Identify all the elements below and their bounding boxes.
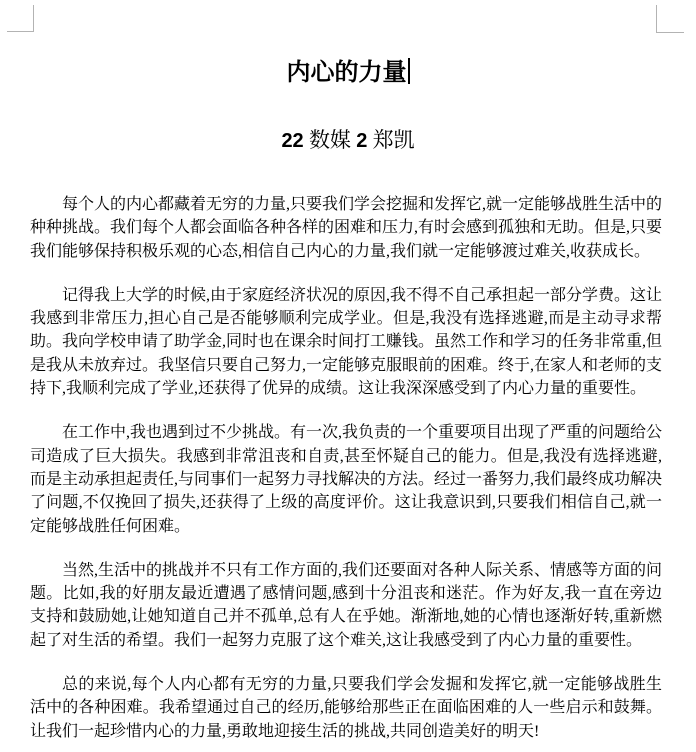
author-line-segment: 2 [356, 130, 368, 152]
document-body[interactable] [0, 193, 696, 743]
page-margin-mark-top-right [656, 5, 684, 33]
author-line[interactable] [0, 128, 696, 154]
document-title[interactable] [0, 58, 696, 87]
paragraph[interactable]: 总的来说,每个人内心都有无穷的力量,只要我们学会发掘和发挥它,就一定能够战胜生活中的各种困难。我希望通过自己的经历,能够给那些正在面临困难的人一些启示和鼓舞。让我们一起珍惜内心的力量,勇敢地迎接生活的挑战,共同创造美好的明天! [30, 676, 662, 740]
paragraph[interactable]: 当然,生活中的挑战并不只有工作方面的,我们还要面对各种人际关系、情感等方面的问题。比如,我的好朋友最近遭遇了感情问题,感到十分沮丧和迷茫。作为好友,我一直在旁边支持和鼓励她,让她知道自己并不孤单,总有人在乎她。渐渐地,她的心情也逐渐好转,重新燃起了对生活的希望。我们一起努力克服了这个难关,这让我感受到了内心力量的重要性。 [30, 561, 663, 649]
author-line-segment: 数媒 [303, 128, 357, 152]
paragraph[interactable]: 每个人的内心都藏着无穷的力量,只要我们学会挖掘和发挥它,就一定能够战胜生活中的种种挑战。我们每个人都会面临各种各样的困难和压力,有时会感到孤独和无助。但是,只要我们能够保持积极乐观的心态,相信自己内心的力量,我们就一定能够渡过难关,收获成长。 [30, 196, 663, 260]
paragraph[interactable]: 在工作中,我也遇到过不少挑战。有一次,我负责的一个重要项目出现了严重的问题给公司造成了巨大损失。我感到非常沮丧和自责,甚至怀疑自己的能力。但是,我没有选择逃避,而是主动承担起责任,与同事们一起努力寻找解决的方法。经过一番努力,我们最终成功解决了问题,不仅挽回了损失,还获得了上级的高度评价。这让我意识到,只要我们相信自己,就一定能够战胜任何困难。 [30, 424, 663, 535]
text-cursor [408, 58, 410, 84]
page-margin-mark-top-left [7, 5, 34, 32]
paragraph[interactable]: 记得我上大学的时候,由于家庭经济状况的原因,我不得不自己承担起一部分学费。这让我感到非常压力,担心自己是否能够顺利完成学业。但是,我没有选择逃避,而是主动寻求帮助。我向学校申请了助学金,同时也在课余时间打工赚钱。虽然工作和学习的任务非常重,但是我从未放弃过。我坚信只要自己努力,一定能够克服眼前的困难。终于,在家人和老师的支持下,我顺利完成了学业,还获得了优异的成绩。这让我深深感受到了内心力量的重要性。 [30, 286, 663, 398]
author-line-segment: 郑凯 [367, 128, 415, 152]
title-text: 内心的力量 [286, 59, 407, 86]
author-line-segment: 22 [281, 130, 304, 152]
